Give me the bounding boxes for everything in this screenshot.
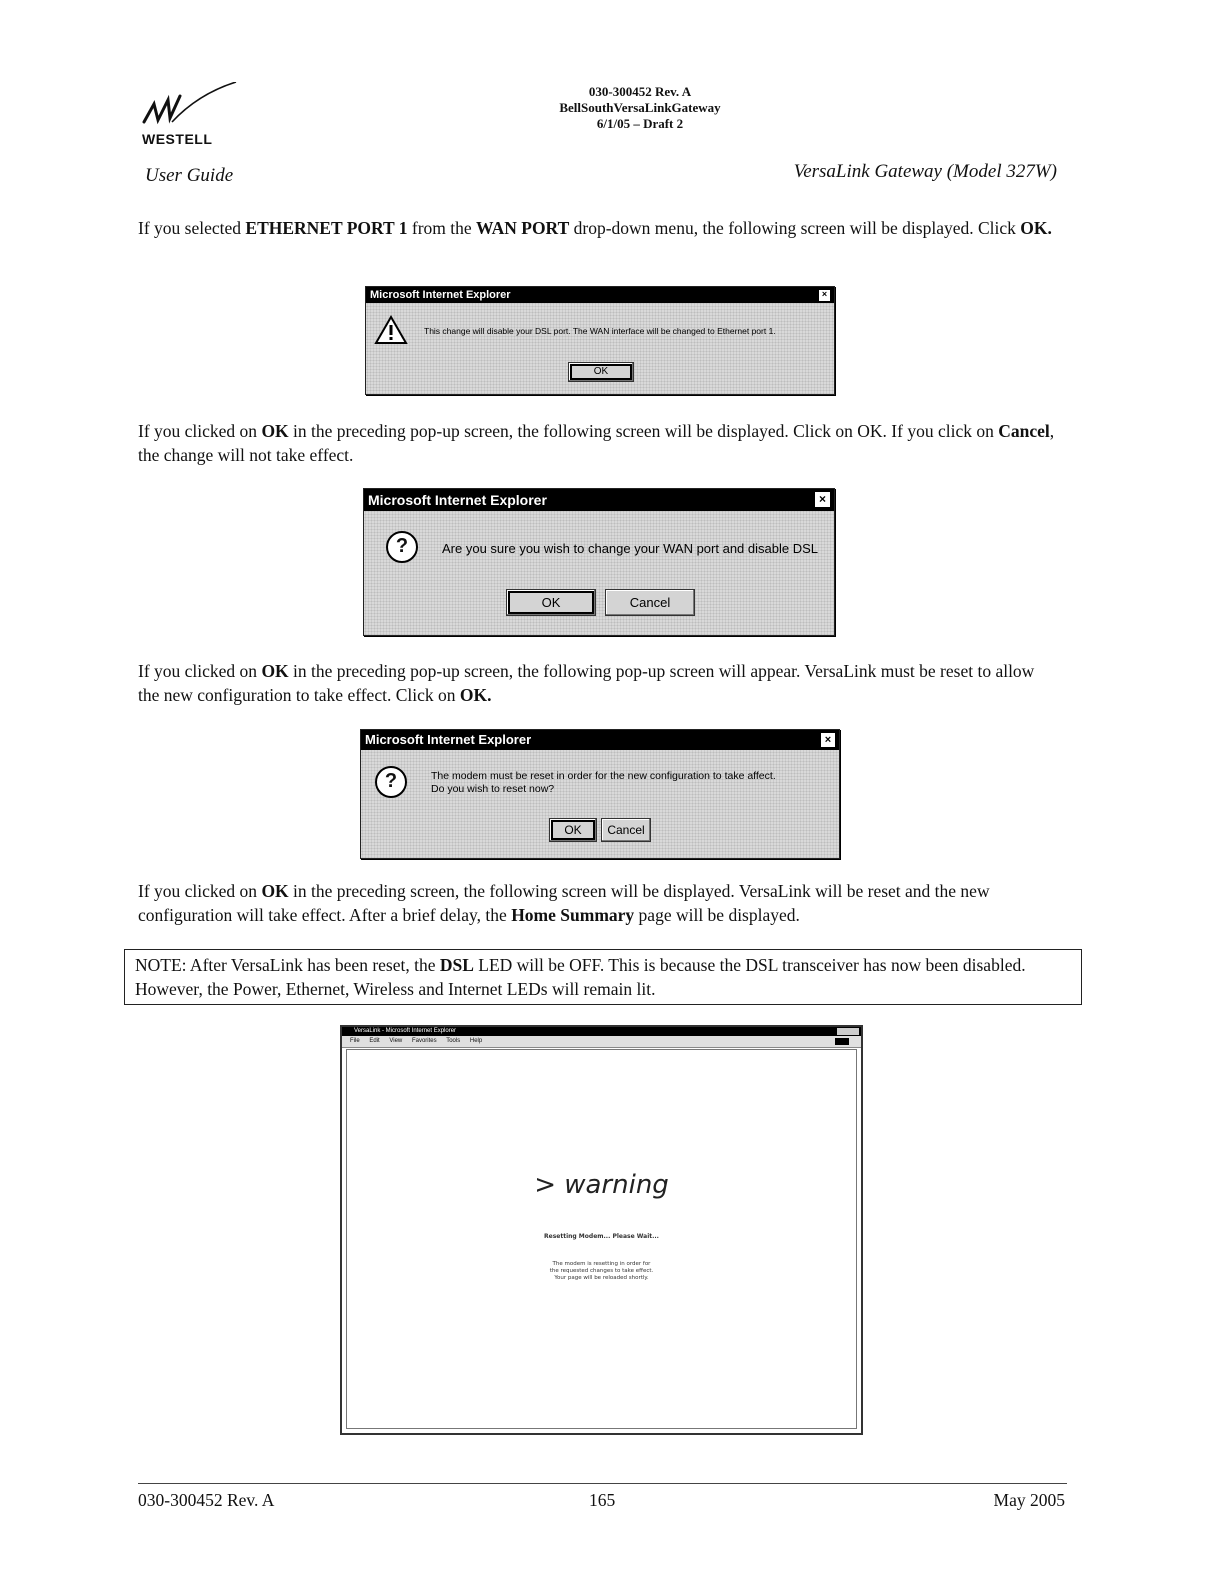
paragraph-2: If you clicked on OK in the preceding pop-up screen, the following screen will be displayed. Click on OK. If you click on Cancel, the change will not take effect.	[138, 421, 1055, 465]
menu-tools[interactable]: Tools	[446, 1038, 461, 1044]
cancel-button[interactable]: Cancel	[605, 589, 695, 616]
dialog-title-bar: Microsoft Internet Explorer ×	[366, 287, 834, 303]
close-icon[interactable]: ×	[818, 289, 831, 302]
question-icon: ?	[386, 531, 418, 563]
browser-content	[346, 1049, 857, 1429]
question-icon: ?	[375, 766, 407, 798]
doc-date: 6/1/05 – Draft 2	[596, 116, 684, 131]
menu-favorites[interactable]: Favorites	[411, 1038, 437, 1044]
menu-edit[interactable]: Edit	[369, 1038, 380, 1044]
paragraph-4: If you clicked on OK in the preceding screen, the following screen will be displayed. VersaLink will be reset and the new configuration will take effect. After a brief delay, the Home Summary page will be displayed.	[138, 881, 990, 925]
ok-button[interactable]: OK	[568, 362, 634, 382]
dialog-title-bar: Microsoft Internet Explorer ×	[364, 489, 834, 511]
window-controls-icon[interactable]	[837, 1028, 859, 1035]
warning-body: The modem is resetting in order for the requested changes to take effect. Your page will be reloaded shortly.	[549, 1261, 654, 1281]
dialog-reset-modem	[360, 729, 840, 859]
dialog-disable-dsl	[365, 286, 835, 395]
doc-name: BellSouthVersaLinkGateway	[559, 100, 721, 115]
header-left-title: User Guide	[145, 165, 234, 186]
ie-logo-icon	[835, 1038, 849, 1045]
dialog-message: The modem must be reset in order for the new configuration to take affect. Do you wish to reset now?	[431, 770, 776, 795]
browser-title-bar: VersaLink - Microsoft Internet Explorer	[342, 1027, 861, 1036]
warning-icon	[374, 315, 408, 345]
paragraph-1: If you selected ETHERNET PORT 1 from the WAN PORT drop-down menu, the following screen will be displayed. Click OK.	[138, 218, 1052, 238]
menu-help[interactable]: Help	[469, 1038, 483, 1044]
cancel-button[interactable]: Cancel	[601, 818, 651, 842]
logo-text: WESTELL	[142, 131, 213, 147]
dialog-title-bar: Microsoft Internet Explorer ×	[361, 730, 839, 750]
ok-button[interactable]: OK	[549, 818, 597, 842]
paragraph-3: If you clicked on OK in the preceding pop-up screen, the following pop-up screen will appear. VersaLink must be reset to allow the new configuration to take effect. Click on OK.	[138, 661, 1035, 705]
menu-file[interactable]: File	[350, 1038, 360, 1044]
footer-doc-number: 030-300452 Rev. A	[138, 1490, 275, 1510]
warning-subheading: Resetting Modem... Please Wait...	[544, 1233, 659, 1240]
browser-menu-bar	[342, 1036, 861, 1048]
footer-date: May 2005	[993, 1490, 1065, 1510]
doc-number: 030-300452 Rev. A	[588, 84, 692, 99]
warning-heading: > warning	[534, 1170, 669, 1200]
browser-window	[340, 1025, 863, 1435]
dialog-message: Are you sure you wish to change your WAN port and disable DSL	[442, 541, 818, 556]
dialog-confirm-wan-change	[363, 488, 835, 636]
header-right-title: VersaLink Gateway (Model 327W)	[793, 161, 1057, 182]
ok-button[interactable]: OK	[506, 589, 596, 616]
document-header	[440, 84, 840, 132]
menu-view[interactable]: View	[389, 1038, 403, 1044]
note-box: NOTE: After VersaLink has been reset, the DSL LED will be OFF. This is because the DSL transceiver has now been disabled. However, the Power, Ethernet, Wireless and Internet LEDs will remain lit.	[124, 949, 1082, 1005]
close-icon[interactable]: ×	[820, 732, 836, 748]
footer-divider	[138, 1483, 1067, 1484]
close-icon[interactable]: ×	[814, 491, 831, 508]
dialog-message: This change will disable your DSL port. The WAN interface will be changed to Ethernet port 1.	[424, 326, 776, 336]
page-number: 165	[589, 1490, 616, 1510]
